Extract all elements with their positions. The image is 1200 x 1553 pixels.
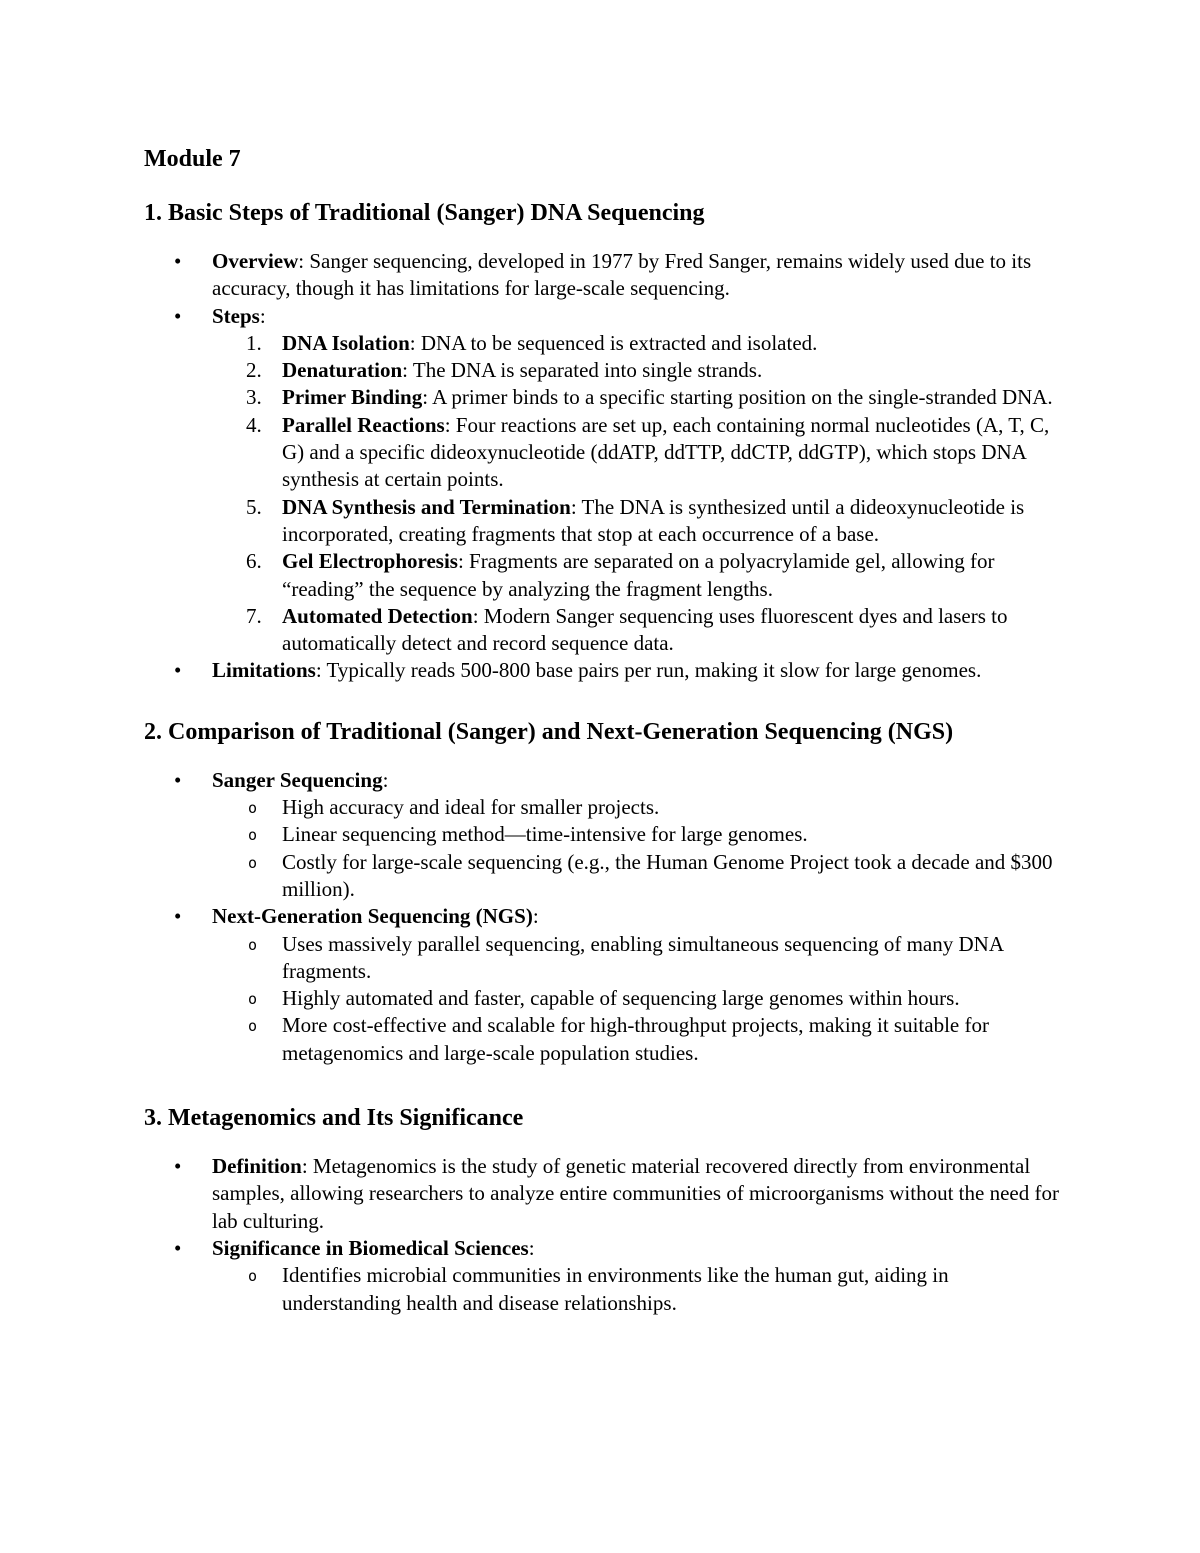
- document-title: Module 7: [144, 146, 241, 172]
- step-item: [212, 603, 1064, 658]
- sanger-item: [144, 767, 1064, 903]
- section-2-heading: 2. Comparison of Traditional (Sanger) and Next-Generation Sequencing (NGS): [144, 718, 954, 745]
- sub-item: o Identifies microbial communities in environments like the human gut, aiding in understanding health and disease relationships.: [212, 1262, 1064, 1317]
- step-text: : Fragments are separated on a polyacrylamide gel, allowing for “reading” the sequence by analyzing the fragment lengths.: [282, 549, 995, 601]
- sanger-sublist: [212, 794, 1064, 903]
- limitations-item: [144, 657, 1064, 684]
- step-label: DNA Synthesis and Termination: [282, 494, 571, 519]
- step-label: Gel Electrophoresis: [282, 549, 458, 574]
- section-3-list: [144, 1153, 1064, 1317]
- ngs-item: [144, 903, 1064, 1067]
- steps-suffix: :: [259, 303, 266, 328]
- sub-item: o Linear sequencing method—time-intensive for large genomes.: [212, 821, 1064, 848]
- steps-item: [144, 303, 1064, 658]
- step-label: Denaturation: [282, 358, 403, 383]
- step-text: : The DNA is synthesized until a dideoxynucleotide is incorporated, creating fragments that stop at each occurrence of a base.: [282, 494, 1025, 546]
- ngs-suffix: :: [532, 904, 539, 929]
- step-text: : DNA to be sequenced is extracted and isolated.: [409, 330, 818, 355]
- document-page: [144, 140, 1064, 1317]
- step-text: : The DNA is separated into single strands.: [402, 358, 763, 383]
- step-text: : Four reactions are set up, each containing normal nucleotides (A, T, C, G) and a specific dideoxynucleotide (ddATP, ddTTP, ddCTP, ddGTP), which stops DNA synthesis at certain points.: [282, 412, 1050, 492]
- step-number: 6.: [246, 549, 262, 574]
- sanger-suffix: :: [382, 767, 389, 792]
- definition-label: Definition: [212, 1154, 302, 1179]
- significance-label: Significance in Biomedical Sciences: [212, 1235, 529, 1260]
- step-number: 7.: [246, 603, 262, 628]
- step-label: DNA Isolation: [282, 330, 410, 355]
- step-number: 5.: [246, 494, 262, 519]
- step-item: [212, 494, 1064, 549]
- limitations-label: Limitations: [212, 658, 316, 683]
- section-3-heading: 3. Metagenomics and Its Significance: [144, 1105, 524, 1132]
- limitations-text: : Typically reads 500-800 base pairs per run, making it slow for large genomes.: [315, 658, 982, 683]
- sub-item: o Highly automated and faster, capable of sequencing large genomes within hours.: [212, 985, 1064, 1012]
- steps-list: [212, 330, 1064, 658]
- step-item: [212, 384, 1064, 411]
- step-number: 2.: [246, 358, 262, 383]
- ngs-sublist: [212, 931, 1064, 1067]
- step-label: Parallel Reactions: [282, 412, 445, 437]
- sub-item: o More cost-effective and scalable for high-throughput projects, making it suitable for metagenomics and large-scale population studies.: [212, 1012, 1064, 1067]
- step-number: 4.: [246, 412, 262, 437]
- step-text: : Modern Sanger sequencing uses fluorescent dyes and lasers to automatically detect and record sequence data.: [282, 603, 1008, 656]
- steps-label: Steps: [212, 303, 260, 328]
- section-1-heading: 1. Basic Steps of Traditional (Sanger) DNA Sequencing: [144, 200, 705, 226]
- overview-label: Overview: [212, 249, 299, 273]
- sub-item: o Uses massively parallel sequencing, enabling simultaneous sequencing of many DNA fragments.: [212, 931, 1064, 986]
- sub-item: o Costly for large-scale sequencing (e.g., the Human Genome Project took a decade and $300 million).: [212, 849, 1064, 904]
- definition-text: : Metagenomics is the study of genetic material recovered directly from environmental samples, allowing researchers to analyze entire communities of microorganisms without the need for lab culturing.: [212, 1154, 1059, 1233]
- sanger-label: Sanger Sequencing: [212, 767, 383, 792]
- step-label: Automated Detection: [282, 603, 473, 628]
- step-number: 3.: [246, 385, 262, 410]
- step-number: 1.: [246, 330, 262, 355]
- sub-item: o High accuracy and ideal for smaller projects.: [212, 794, 1064, 821]
- overview-item: [144, 248, 1064, 303]
- significance-item: [144, 1235, 1064, 1317]
- ngs-label: Next-Generation Sequencing (NGS): [212, 904, 533, 929]
- step-item: [212, 412, 1064, 494]
- step-label: Primer Binding: [282, 385, 423, 410]
- overview-text: : Sanger sequencing, developed in 1977 by Fred Sanger, remains widely used due to its accuracy, though it has limitations for large-scale sequencing.: [212, 249, 1032, 301]
- definition-item: [144, 1153, 1064, 1235]
- section-2-list: [144, 767, 1064, 1067]
- step-item: [212, 357, 1064, 384]
- step-text: : A primer binds to a specific starting position on the single-stranded DNA.: [422, 385, 1053, 410]
- step-item: [212, 330, 1064, 357]
- step-item: [212, 548, 1064, 603]
- section-1-list: [144, 248, 1064, 685]
- significance-suffix: :: [528, 1235, 535, 1260]
- significance-sublist: [212, 1262, 1064, 1317]
